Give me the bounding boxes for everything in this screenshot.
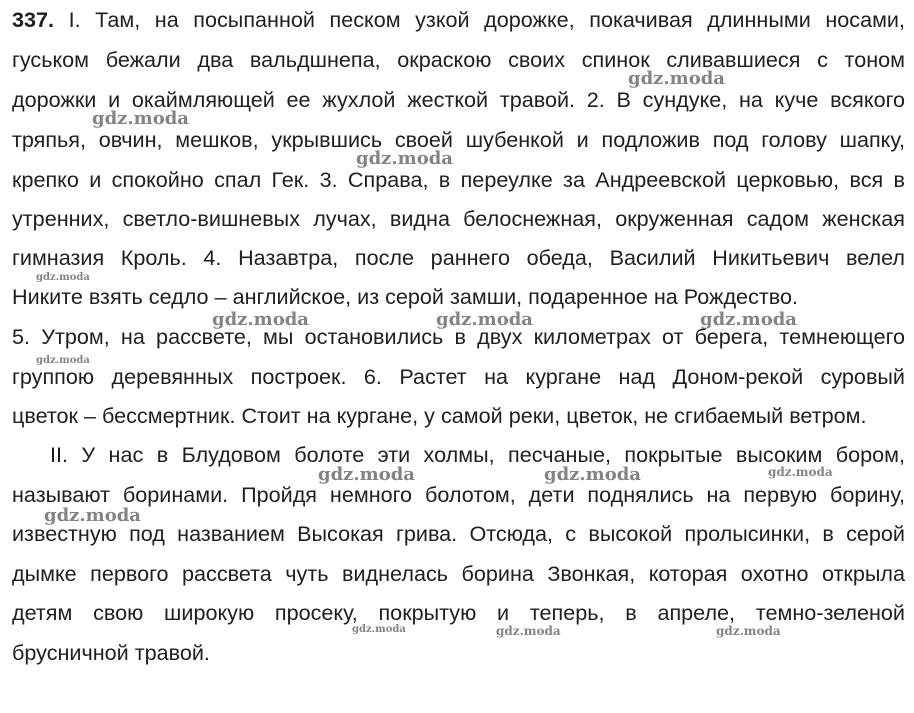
- exercise-number: 337.: [12, 7, 55, 32]
- watermark: gdz.moda: [36, 355, 90, 366]
- text-line-8: Никите взять седло – английское, из серой замши, подаренное на Рождество.: [12, 284, 798, 309]
- watermark: gdz.moda: [92, 108, 189, 129]
- text-line-12: II. У нас в Блудовом болоте эти холмы, песчаные, покрытые высоким бором,: [50, 442, 905, 467]
- watermark: gdz.moda: [544, 464, 641, 485]
- watermark: gdz.moda: [628, 68, 725, 89]
- text-line-1: 337. I. Там, на посыпанной песком узкой дорожке, покачивая длинными носами,: [12, 7, 905, 32]
- watermark: gdz.moda: [496, 624, 561, 638]
- watermark: gdz.moda: [436, 309, 533, 330]
- watermark: gdz.moda: [212, 309, 309, 330]
- text-line-4: тряпья, овчин, мешков, укрывшись своей шубенкой и подложив под голову шапку,: [12, 127, 905, 152]
- text-line-2: гуськом бежали два вальдшнепа, окраскою своих спинок сливавшиеся с тоном: [12, 47, 905, 72]
- watermark: gdz.moda: [44, 505, 141, 526]
- text-line-10: группою деревянных построек. 6. Растет на кургане над Доном-рекой суровый: [12, 364, 905, 389]
- watermark: gdz.moda: [768, 465, 833, 479]
- watermark: gdz.moda: [700, 309, 797, 330]
- watermark: gdz.moda: [352, 624, 406, 635]
- text-line-13: называют боринами. Пройдя немного болотом, дети поднялись на первую борину,: [12, 482, 905, 507]
- text-line-6: утренних, светло-вишневых лучах, видна белоснежная, окруженная садом женская: [12, 206, 905, 231]
- text-line-5: крепко и спокойно спал Гек. 3. Справа, в переулке за Андреевской церковью, вся в: [12, 167, 905, 192]
- watermark: gdz.moda: [356, 148, 453, 169]
- watermark: gdz.moda: [318, 464, 415, 485]
- watermark: gdz.moda: [36, 272, 90, 283]
- text-line-15: дымке первого рассвета чуть виднелась борина Звонкая, которая охотно открыла: [12, 561, 905, 586]
- text-line-3: дорожки и окаймляющей ее жухлой жесткой травой. 2. В сундуке, на куче всякого: [12, 87, 905, 112]
- text-line-7: гимназия Кроль. 4. Назавтра, после раннего обеда, Василий Никитьевич велел: [12, 245, 905, 270]
- text-line-11: цветок – бессмертник. Стоит на кургане, у самой реки, цветок, не сгибаемый ветром.: [12, 403, 867, 428]
- text-line-16: детям свою широкую просеку, покрытую и теперь, в апреле, темно-зеленой: [12, 600, 905, 625]
- watermark: gdz.moda: [716, 624, 781, 638]
- text-line-14: известную под названием Высокая грива. Отсюда, с высокой пролысинки, в серой: [12, 521, 905, 546]
- text-line-9: 5. Утром, на рассвете, мы остановились в двух километрах от берега, темнеющего: [12, 324, 905, 349]
- text-line-17: брусничной травой.: [12, 640, 210, 665]
